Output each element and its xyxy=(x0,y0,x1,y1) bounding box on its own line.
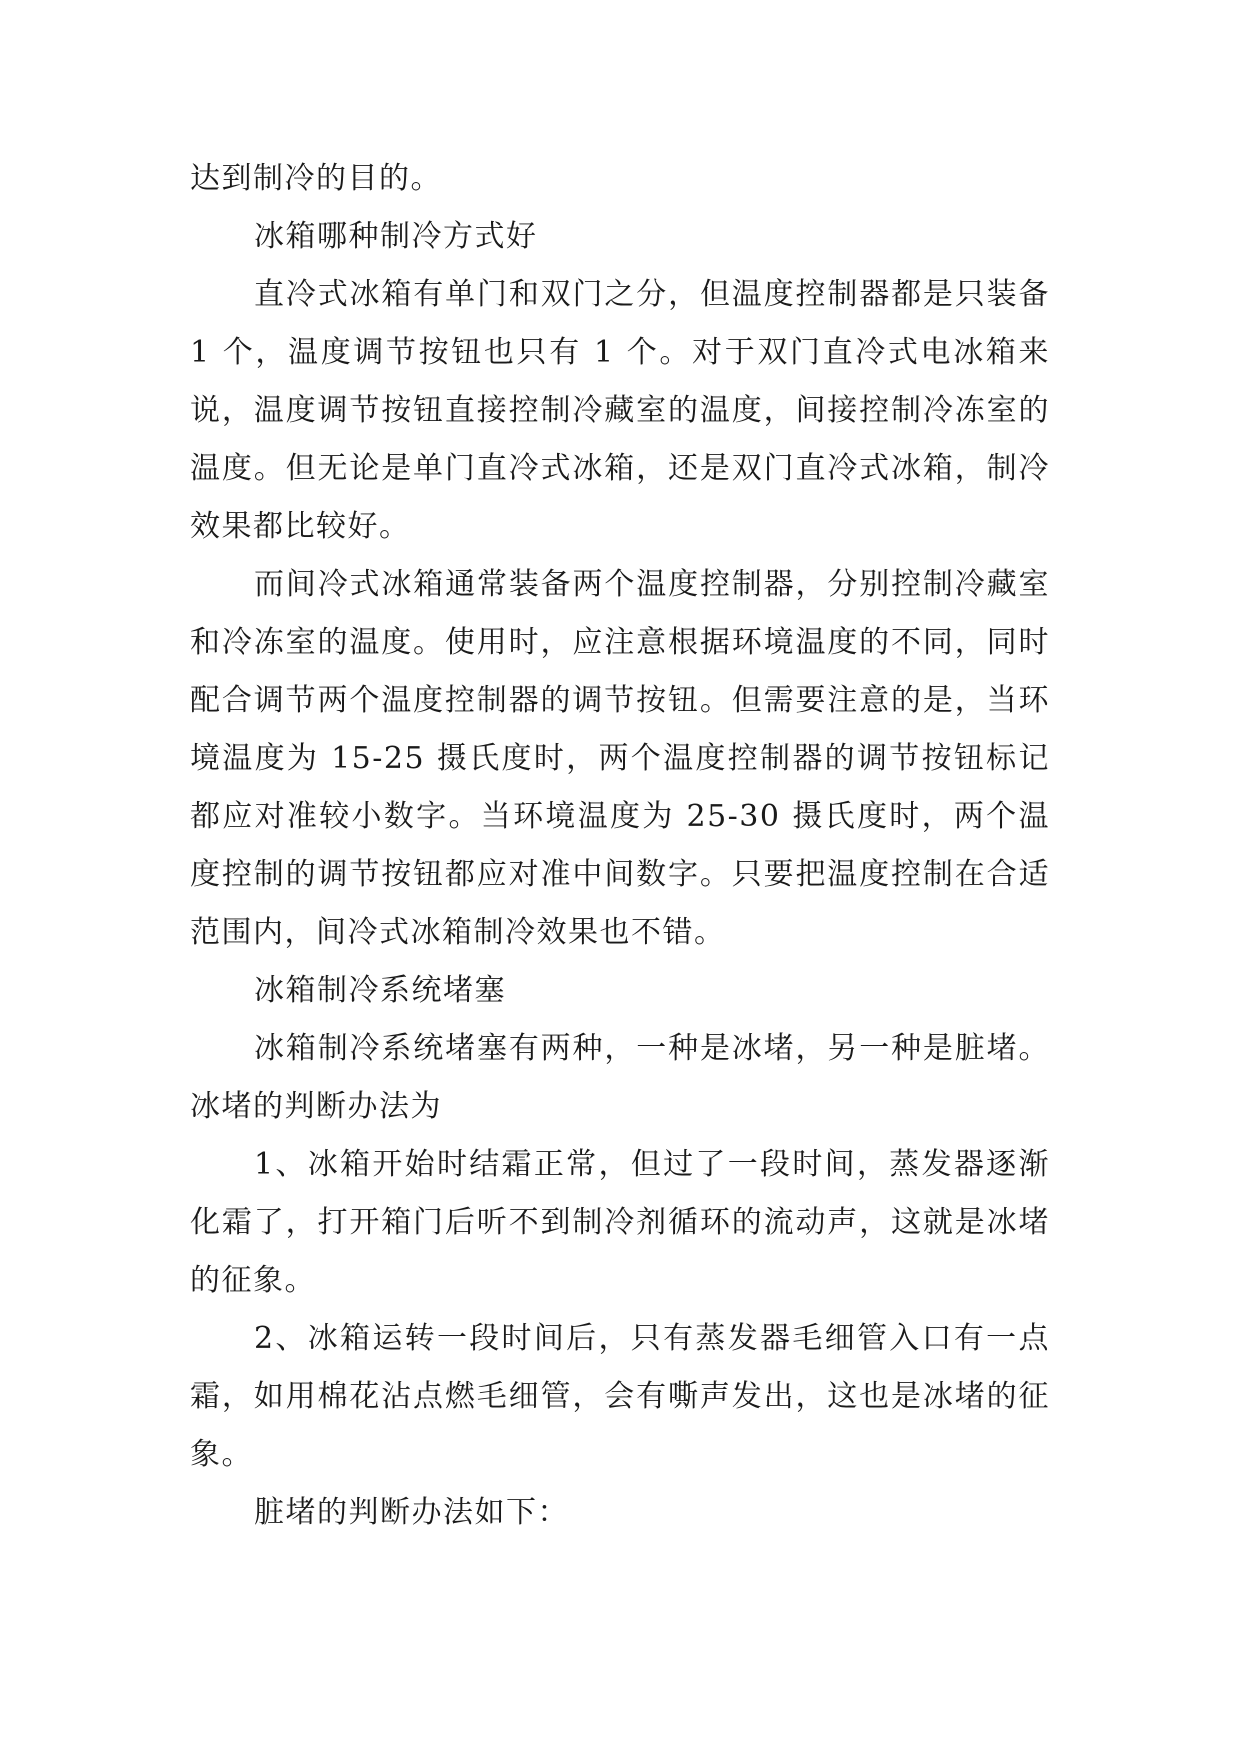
paragraph: 直冷式冰箱有单门和双门之分，但温度控制器都是只装备 1 个，温度调节按钮也只有 1 个。对于双门直冷式电冰箱来说，温度调节按钮直接控制冷藏室的温度，间接控制冷冻室的温度。但无论是单门直冷式冰箱，还是双门直冷式冰箱，制冷效果都比较好。 xyxy=(190,277,1050,544)
paragraph: 冰箱制冷系统堵塞有两种，一种是冰堵，另一种是脏堵。冰堵的判断办法为 xyxy=(190,1031,1050,1124)
paragraph: 脏堵的判断办法如下： xyxy=(254,1495,569,1530)
list-item: 2、冰箱运转一段时间后，只有蒸发器毛细管入口有一点霜，如用棉花沾点燃毛细管，会有嘶声发出，这也是冰堵的征象。 xyxy=(190,1321,1050,1472)
document-body xyxy=(190,150,1050,1542)
paragraph: 达到制冷的目的。 xyxy=(190,161,442,196)
paragraph: 而间冷式冰箱通常装备两个温度控制器，分别控制冷藏室和冷冻室的温度。使用时，应注意根据环境温度的不同，同时配合调节两个温度控制器的调节按钮。但需要注意的是，当环境温度为 15-25 摄氏度时，两个温度控制器的调节按钮标记都应对准较小数字。当环境温度为 25-30 摄氏度时，两个温度控制的调节按钮都应对准中间数字。只要把温度控制在合适范围内，间冷式冰箱制冷效果也不错。 xyxy=(190,567,1050,950)
section-heading: 冰箱制冷系统堵塞 xyxy=(254,973,506,1008)
section-heading: 冰箱哪种制冷方式好 xyxy=(254,219,538,254)
list-item: 1、冰箱开始时结霜正常，但过了一段时间，蒸发器逐渐化霜了，打开箱门后听不到制冷剂循环的流动声，这就是冰堵的征象。 xyxy=(190,1147,1050,1298)
